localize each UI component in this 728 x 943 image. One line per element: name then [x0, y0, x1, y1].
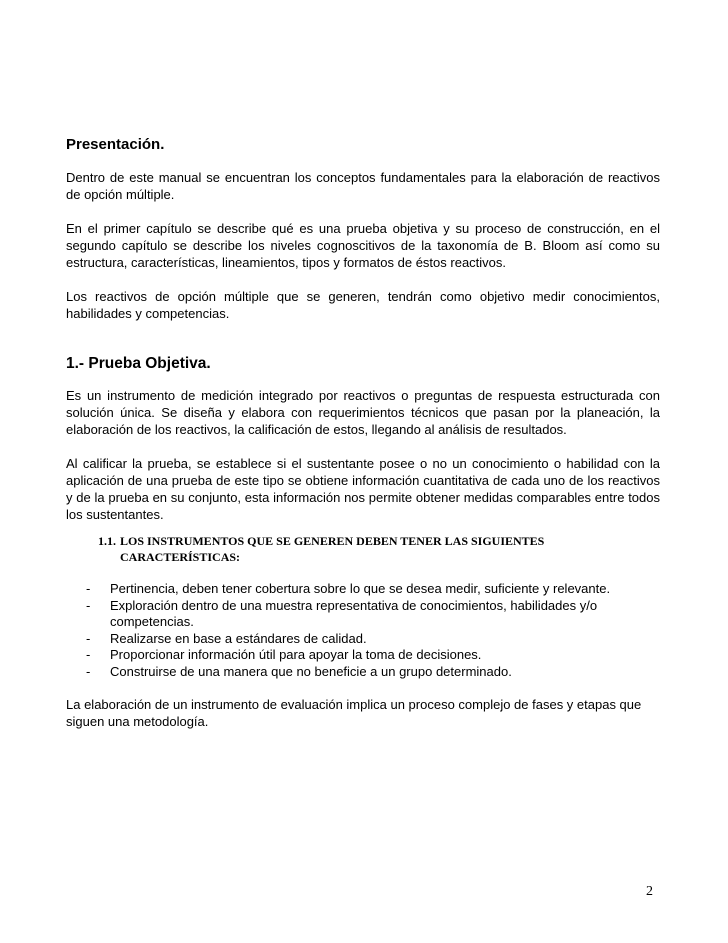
list-item — [86, 664, 660, 681]
section-1-paragraph-2: Al calificar la prueba, se establece si el sustentante posee o no un conocimiento o habilidad con la aplicación de una prueba de este tipo se obtiene información cuantitativa de cada uno de los reactivos y de la prueba en su conjunto, esta información nos permite obtener medidas comparables entre todos los sustentantes. — [66, 456, 660, 522]
subsection-1-1-heading — [66, 533, 660, 565]
bullet-dash: - — [86, 581, 91, 596]
bullet-dash: - — [86, 663, 91, 679]
list-item — [86, 631, 660, 648]
bullet-dash: - — [86, 630, 91, 646]
bullet-dash: - — [86, 647, 91, 662]
characteristics-list — [66, 581, 660, 680]
list-item — [86, 598, 660, 631]
list-item — [86, 647, 660, 664]
presentation-paragraph-1: Dentro de este manual se encuentran los conceptos fundamentales para la elaboración de reactivos de opción múltiple. — [66, 170, 660, 202]
list-item-text: Construirse de una manera que no beneficie a un grupo determinado. — [110, 663, 512, 679]
list-item-text: Pertinencia, deben tener cobertura sobre lo que se desea medir, suficiente y relevante. — [110, 581, 611, 596]
page-content — [66, 136, 660, 730]
presentation-title: Presentación. — [66, 136, 165, 153]
list-item-text: Proporcionar información útil para apoyar la toma de decisiones. — [110, 647, 482, 662]
presentation-paragraph-2: En el primer capítulo se describe qué es una prueba objetiva y su proceso de construcción, en el segundo capítulo se describe los niveles cognoscitivos de la taxonomía de B. Bloom así como su estructura, características, lineamientos, tipos y formatos de éstos reactivos. — [66, 221, 660, 270]
list-item — [86, 581, 660, 598]
bullet-dash: - — [86, 597, 91, 613]
section-1-paragraph-1: Es un instrumento de medición integrado por reactivos o preguntas de respuesta estructurada con solución única. Se diseña y elabora con requerimientos técnicos que pasan por la planeación, la elaboración de los reactivos, la calificación de estos, llegando al análisis de resultados. — [66, 388, 660, 437]
list-item-text: Exploración dentro de una muestra representativa de conocimientos, habilidades y/o competencias. — [110, 597, 598, 629]
presentation-paragraph-3: Los reactivos de opción múltiple que se generen, tendrán como objetivo medir conocimientos, habilidades y competencias. — [66, 289, 660, 321]
list-item-text: Realizarse en base a estándares de calidad. — [110, 630, 367, 646]
subsection-number: 1.1. — [98, 534, 116, 548]
page-number: 2 — [646, 884, 653, 899]
subsection-title: LOS INSTRUMENTOS QUE SE GENEREN DEBEN TENER LAS SIGUIENTES CARACTERÍSTICAS: — [120, 534, 545, 564]
section-1-title: 1.- Prueba Objetiva. — [66, 355, 211, 372]
closing-paragraph: La elaboración de un instrumento de evaluación implica un proceso complejo de fases y etapas que siguen una metodología. — [66, 697, 642, 729]
